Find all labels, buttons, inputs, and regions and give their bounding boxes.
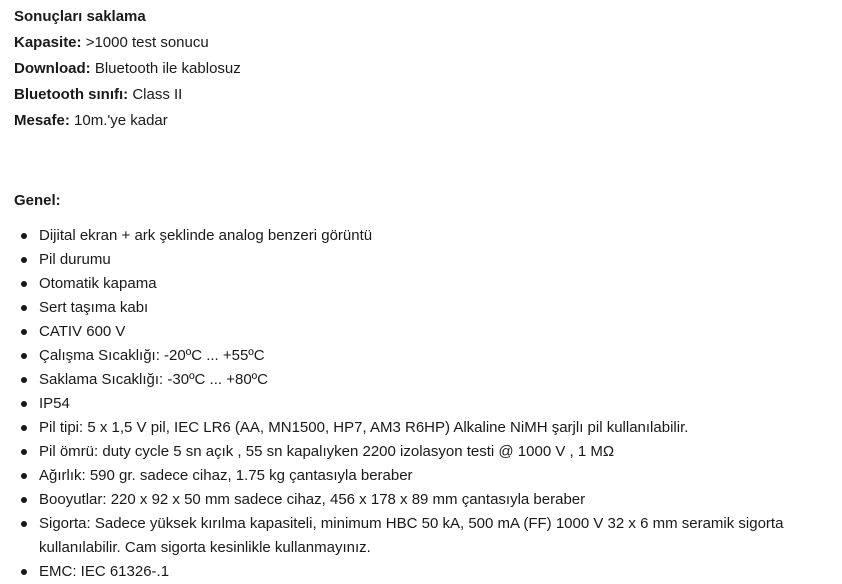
list-item-text: Çalışma Sıcaklığı: -20ºC ... +55ºC <box>39 347 265 364</box>
list-item-text: Pil ömrü: duty cycle 5 sn açık , 55 sn kapalıyken 2200 izolasyon testi @ 1000 V , 1 MΩ <box>39 443 615 460</box>
bullet-icon <box>21 425 27 431</box>
list-item-text: EMC: IEC 61326-.1 <box>39 563 170 580</box>
list-item <box>14 368 840 392</box>
list-item <box>14 488 840 512</box>
bullet-icon <box>21 305 27 311</box>
bullet-icon <box>21 233 27 239</box>
list-item-text: Booyutlar: 220 x 92 x 50 mm sadece cihaz, 456 x 178 x 89 mm çantasıyla beraber <box>39 491 586 508</box>
bullet-icon <box>21 281 27 287</box>
list-item <box>14 464 840 488</box>
bullet-icon <box>21 569 27 575</box>
list-item <box>14 248 840 272</box>
spec-row-bluetooth-class <box>14 82 840 108</box>
spec-row-capacity <box>14 30 840 56</box>
spec-value: Bluetooth ile kablosuz <box>90 60 241 77</box>
list-item <box>14 416 840 440</box>
spec-label: Download: <box>14 60 91 77</box>
list-item-text: Ağırlık: 590 gr. sadece cihaz, 1.75 kg çantasıyla beraber <box>39 467 413 484</box>
list-item <box>14 512 840 560</box>
spec-value: 10m.'ye kadar <box>69 112 168 129</box>
list-item <box>14 560 840 584</box>
list-item-text: Pil tipi: 5 x 1,5 V pil, IEC LR6 (AA, MN1500, HP7, AM3 R6HP) Alkaline NiMH şarjlı pil kullanılabilir. <box>39 419 689 436</box>
list-item <box>14 296 840 320</box>
list-item <box>14 344 840 368</box>
spec-row-download <box>14 56 840 82</box>
bullet-icon <box>21 473 27 479</box>
general-section-title: Genel: <box>14 192 61 209</box>
list-item-text: Sert taşıma kabı <box>39 299 149 316</box>
spec-value: >1000 test sonucu <box>81 34 209 51</box>
list-item-text: CATIV 600 V <box>39 323 126 340</box>
list-item-text: Otomatik kapama <box>39 275 157 292</box>
bullet-icon <box>21 353 27 359</box>
bullet-icon <box>21 377 27 383</box>
spec-label: Bluetooth sınıfı: <box>14 86 129 103</box>
bullet-icon <box>21 257 27 263</box>
bullet-icon <box>21 521 27 527</box>
storage-section-title: Sonuçları saklama <box>14 8 146 25</box>
list-item <box>14 272 840 296</box>
spec-label: Kapasite: <box>14 34 82 51</box>
list-item-text: Pil durumu <box>39 251 111 268</box>
list-item-text: Saklama Sıcaklığı: -30ºC ... +80ºC <box>39 371 268 388</box>
spec-value: Class II <box>128 86 183 103</box>
bullet-icon <box>21 497 27 503</box>
spec-document <box>14 4 840 584</box>
section-spacer <box>14 134 840 186</box>
bullet-icon <box>21 449 27 455</box>
list-item <box>14 392 840 416</box>
list-item <box>14 224 840 248</box>
spec-row-distance <box>14 108 840 134</box>
general-feature-list <box>14 224 840 584</box>
list-item-text: Sigorta: Sadece yüksek kırılma kapasiteli, minimum HBC 50 kA, 500 mA (FF) 1000 V 32 x 6 mm seramik sigorta kullanılabilir. Cam sigorta kesinlikle kullanmayınız. <box>39 515 784 556</box>
list-item <box>14 320 840 344</box>
list-item <box>14 440 840 464</box>
spec-label: Mesafe: <box>14 112 70 129</box>
bullet-icon <box>21 329 27 335</box>
list-item-text: Dijital ekran + ark şeklinde analog benzeri görüntü <box>39 227 373 244</box>
list-item-text: IP54 <box>39 395 70 412</box>
bullet-icon <box>21 401 27 407</box>
